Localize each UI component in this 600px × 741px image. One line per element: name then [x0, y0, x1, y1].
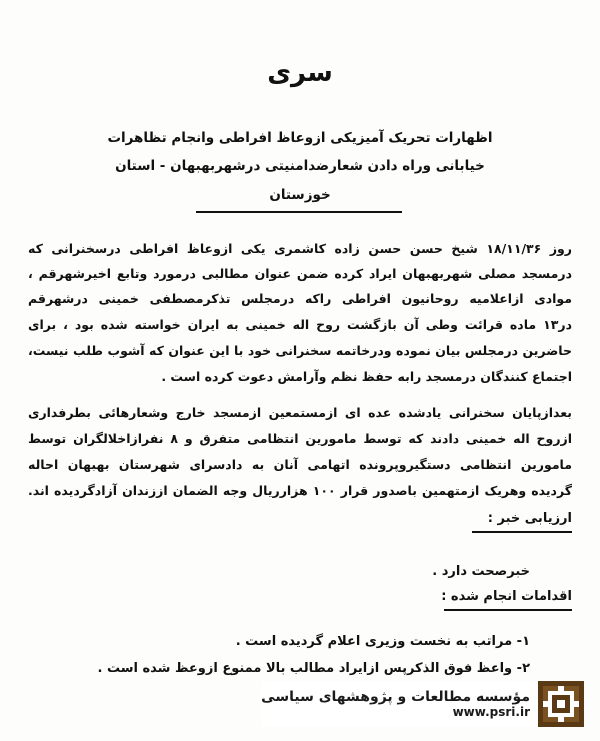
assessment-underline [472, 531, 572, 533]
classification-heading: سری [267, 58, 333, 88]
title-underline [196, 211, 402, 213]
body-line: روز ۱۸/۱۱/۳۶ شیخ حسن حسن زاده کاشمری یکی ازوعاظ افراطی درسخنرانی که [28, 241, 572, 256]
title-line-1: اظهارات تحریک آمیزیکی ازوعاظ افراطی وانجام تظاهرات [107, 130, 493, 146]
assessment-text: خبرصحت دارد . [432, 564, 530, 579]
body-line: درمسجد مصلی شهربهبهان ایراد کرده ضمن عنوان مطالبی درمورد وتابع اخیرشهرقم ، [28, 266, 572, 281]
actions-underline [444, 609, 572, 611]
body-line: بعدازپایان سخنرانی یادشده عده ای ازمستمعین ازمسجد خارج وشعارهائی بطرفداری [28, 405, 572, 420]
body-line: حاضرین درمجلس بیان نموده ودرخاتمه سخنرانی خود با این عنوان که آشوب طلب نیست، [28, 343, 572, 358]
watermark-org-name: مؤسسه مطالعات و پژوهشهای سیاسی [261, 689, 530, 705]
body-line: گردیده وهریک ازمتهمین باصدور قرار ۱۰۰ هزارریال وجه الضمان اززندان آزادگردیده اند. [28, 483, 572, 498]
actions-label: اقدامات انجام شده : [441, 589, 572, 604]
watermark-url: www.psri.ir [452, 705, 530, 719]
title-line-2: خیابانی وراه دادن شعارضدامنیتی درشهربهبهان - استان [115, 158, 485, 174]
body-line: اجتماع کنندگان درمسجد رابه حفظ نظم وآرامش دعوت کرده است . [161, 369, 572, 384]
body-line: موادی ازاعلامیه روحانیون افراطی راکه درمجلس تذکرمصطفی خمینی درشهرقم [28, 291, 572, 306]
body-line: ازروح اله خمینی دادند که توسط مامورین انتظامی متفرق و ۸ نفرازاخلالگران توسط [28, 431, 572, 446]
action-item: ۲- واعظ فوق الذکرپس ازایراد مطالب بالا ممنوع ازوعظ شده است . [97, 661, 530, 676]
body-line: در۱۳ ماده قرائت وطی آن بازگشت روح اله خمینی به ایران خواسته شده بود ، برای [28, 317, 572, 332]
assessment-label: ارزیابی خبر : [487, 511, 572, 526]
body-line: مامورین انتظامی دستگیروپرونده اتهامی آنان به دادسرای شهرستان بهبهان احاله [28, 457, 572, 472]
title-line-3: خوزستان [269, 187, 331, 203]
watermark [261, 681, 584, 727]
psri-logo-icon [538, 681, 584, 727]
action-item: ۱- مراتب به نخست وزیری اعلام گردیده است . [235, 634, 530, 649]
